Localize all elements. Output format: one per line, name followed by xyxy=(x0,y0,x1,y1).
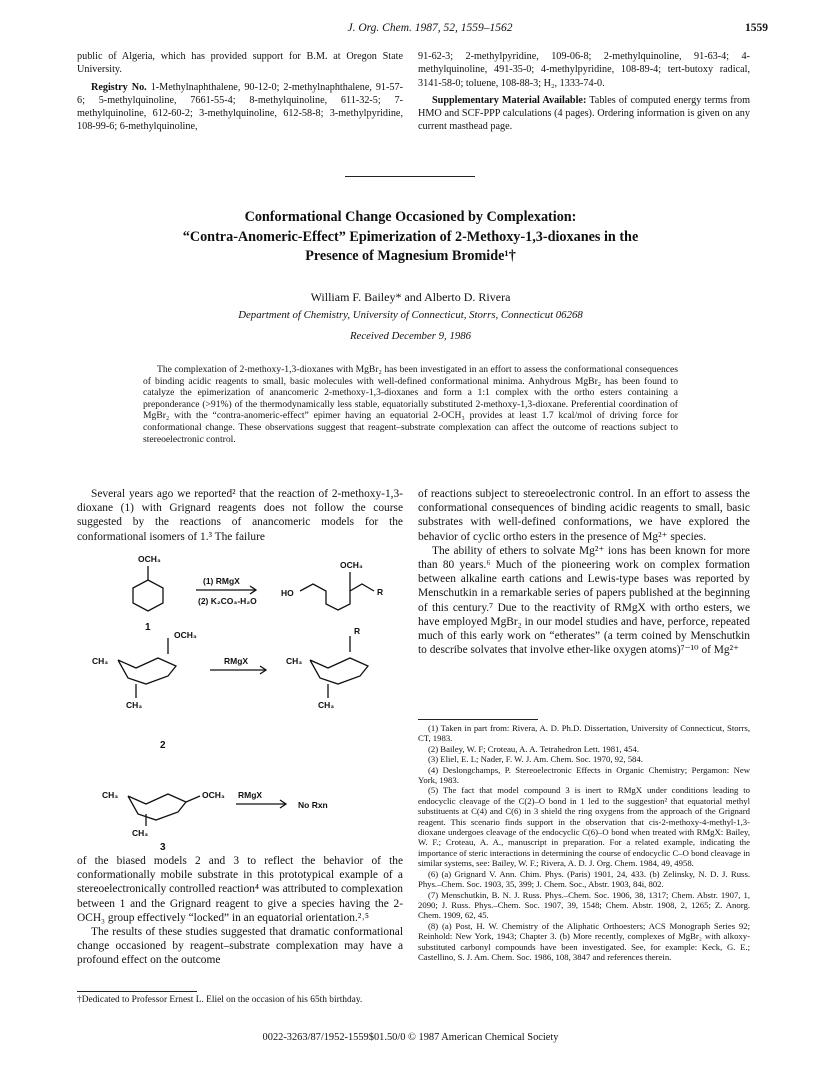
reference-item: (8) (a) Post, H. W. Chemistry of the Aliphatic Orthoesters; ACS Monograph Series 92; Reinhold: New York, 1943; Chapter 3. (b) More recently, complexes of MgBr₂ with alkoxy-substituted carbonyl compounds have been investigated. See, for example: Keck, G. E.; Castellino, S. J. Am. Chem. Soc. 1986, 108, 3847 and references therein. xyxy=(418,920,750,962)
article-title xyxy=(0,208,821,267)
running-header xyxy=(0,22,821,42)
r3-methoxy-label: OCH₃ xyxy=(202,790,225,800)
compound-3-label: 3 xyxy=(160,842,166,853)
left-column-continued xyxy=(77,854,403,968)
reference-item: (5) The fact that model compound 3 is inert to RMgX under conditions leading to endocyclic cleavage of the C(2)–O bond in 1 led to the suggestion² that equatorial methyl substituents at C(4) and C(6) in 3 shield the ring oxygens from the approach of the Grignard reagent. This scenario finds support in the observation that cis-2-methoxy-4-methyl-1,3-dioxane undergoes cleavage of the endocyclic C(6)–O bond when treated with RMgX: Bailey, W. F.; Croteau, A. A., manuscript in preparation. For a related example, indicating the importance of steric interactions in determining the course of endocyclic C–O bond cleavage in similar systems, see: Bailey, W. F.; Rivera, A. D. J. Org. Chem. 1984, 49, 4958. xyxy=(418,785,750,869)
biased-models-paragraph: of the biased models 2 and 3 to reflect the behavior of the conformationally mobile substrate in this prototypical example of a stereoelectronically controlled reaction⁴ was attributed to complexation between 1 and the Grignard reagent to give a species having the 2-OCH₃ group effectively “locked” in an equatorial orientation.²˒⁵ xyxy=(77,855,403,924)
acknowledgment-tail: public of Algeria, which has provided support for B.M. at Oregon State University. xyxy=(77,51,403,76)
dioxane-ring-1 xyxy=(133,580,163,611)
r3-methyl-a: CH₃ xyxy=(102,790,119,800)
dedication-footnote: †Dedicated to Professor Ernest L. Eliel on the occasion of his 65th birthday. xyxy=(77,995,363,1005)
intro-paragraph: Several years ago we reported² that the reaction of 2-methoxy-1,3-dioxane (1) with Grignard reagents does not follow the course suggested by the reactions of anancomeric models for the conformational isomers of 1.³ The failure xyxy=(77,488,403,543)
r1-reagent-step1: (1) RMgX xyxy=(203,576,240,586)
registry-continued: 91-62-3; 2-methylpyridine, 109-06-8; 2-methylquinoline, 91-63-4; 4-methylquinoline, 491-35-0; 4-methylpyridine, 108-89-4; tert-butoxy radical, 3141-58-0; toluene, 108-88-3; H₂, 1333-74-0. xyxy=(418,51,750,89)
affiliation: Department of Chemistry, University of Connecticut, Storrs, Connecticut 06268 xyxy=(238,309,583,321)
supplementary-text: Tables of computed energy terms from HMO and SCF-PPP calculations (4 pages). Ordering information is given on any current masthead page. xyxy=(418,94,750,133)
r3-reagent: RMgX xyxy=(238,790,263,800)
reference-item: (6) (a) Grignard V. Ann. Chim. Phys. (Paris) 1901, 24, 433. (b) Zelinsky, N. D. J. Russ. Phys.–Chem. Soc. 1903, 35, 399; J. Chem. Soc., Abstr. 1903, 84i, 802. xyxy=(418,868,750,890)
references xyxy=(418,723,750,962)
right-paragraph-1: of reactions subject to stereoelectronic control. In an effort to assess the conformational consequences of binding acidic reagents to small, basic substrates with well-defined conformations, we have explored the behavior of cyclic ortho esters in the presence of Mg²⁺ species. xyxy=(418,488,750,543)
r2-r-group: R xyxy=(354,626,361,636)
right-paragraph-2: The ability of ethers to solvate Mg²⁺ ions has been known for more than 80 years.⁶ Much of the pioneering work on complex formation between alkaline earth cations and Lewis-type bases was reported by Menschutkin in a remarkable series of papers published at the beginning of this century.⁷ Due to the reactivity of RMgX with ortho esters, we have employed MgBr₂ in our model studies and have, perforce, repeated much of this early work on “etherates” (a term coined by Menschutkin to describe solvates that involve ether-like oxygen atoms)⁷⁻¹⁰ of Mg²⁺ xyxy=(418,544,750,657)
compound-2-label: 2 xyxy=(160,740,166,751)
abstract: The complexation of 2-methoxy-1,3-dioxanes with MgBr₂ has been investigated in an effort to assess the conformational consequences of binding acidic reagents to small, basic molecules with well-defined conformational minima. Anhydrous MgBr₂ has been found to catalyze the epimerization of anancomeric 2-methoxy-1,3-dioxanes and form a 1:1 complex with the ortho esters containing a preponderance (>91%) of the thermodynamically less stable, equatorially substituted 2-methoxy-1,3-dioxane. Preferential coordination of MgBr₂ with the “contra-anomeric-effect” epimer having an equatorial 2-OCH₃ provides at least 1.7 kcal/mol of driving force for conformational change. These observations suggest that reagent–substrate complexation can affect the outcome of reactions subject to stereoelectronic control. xyxy=(143,364,678,445)
copyright-line: 0022-3263/87/1952-1559$01.50/0 © 1987 American Chemical Society xyxy=(262,1032,559,1043)
article-divider xyxy=(345,176,475,177)
r2-methyl-a: CH₃ xyxy=(92,656,109,666)
r3-methyl-b: CH₃ xyxy=(132,828,149,838)
right-column-body xyxy=(418,487,750,657)
title-line-2: “Contra-Anomeric-Effect” Epimerization of 2-Methoxy-1,3-dioxanes in the xyxy=(182,228,639,245)
r2-methyl-c: CH₃ xyxy=(286,656,303,666)
page-number: 1559 xyxy=(745,22,768,34)
supplementary-label: Supplementary Material Available: xyxy=(432,94,587,106)
registry-label: Registry No. xyxy=(91,81,147,93)
r2-reagent: RMgX xyxy=(224,656,249,666)
reference-item: (1) Taken in part from: Rivera, A. D. Ph.D. Dissertation, University of Connecticut, Storrs, CT, 1983. xyxy=(418,723,750,744)
r1-reagent-step2: (2) K₂CO₃-H₂O xyxy=(198,596,257,606)
registry-numbers xyxy=(77,81,403,134)
r1-hydroxyl-label: HO xyxy=(281,588,294,598)
footnote-rule xyxy=(77,991,197,992)
previous-article-right xyxy=(418,50,750,138)
r2-methyl-b: CH₃ xyxy=(126,700,143,710)
left-column-intro xyxy=(77,487,403,544)
r3-product: No Rxn xyxy=(298,800,328,810)
received-date: Received December 9, 1986 xyxy=(349,330,472,342)
authors: William F. Bailey* and Alberto D. Rivera xyxy=(310,290,511,304)
r1-product-methoxy: OCH₃ xyxy=(340,560,363,570)
results-paragraph: The results of these studies suggested that dramatic conformational change occasioned by reagent–substrate complexation may have a profound effect on the outcome xyxy=(77,926,403,967)
r1-methoxy-label: OCH₃ xyxy=(138,554,161,564)
supplementary-material xyxy=(418,94,750,134)
references-rule xyxy=(418,719,538,720)
previous-article-left xyxy=(77,50,403,138)
compound-1-label: 1 xyxy=(145,622,151,633)
title-line-1: Conformational Change Occasioned by Complexation: xyxy=(244,209,577,225)
journal-citation: J. Org. Chem. 1987, 52, 1559–1562 xyxy=(347,22,513,34)
reference-item: (4) Deslongchamps, P. Stereoelectronic Effects in Organic Chemistry; Pergamon: New York, 1983. xyxy=(418,764,750,786)
r1-r-group: R xyxy=(377,587,384,597)
r2-methoxy-label: OCH₃ xyxy=(174,630,197,640)
title-line-3: Presence of Magnesium Bromide¹† xyxy=(305,248,516,264)
reference-item: (2) Bailey, W. F; Croteau, A. A. Tetrahedron Lett. 1981, 454. xyxy=(428,743,639,754)
reference-item: (3) Eliel, E. L; Nader, F. W. J. Am. Chem. Soc. 1970, 92, 584. xyxy=(428,754,643,765)
reaction-scheme xyxy=(88,548,388,853)
registry-text: 1-Methylnaphthalene, 90-12-0; 2-methylnaphthalene, 91-57-6; 5-methylquinoline, 7661-55-4; 8-methylquinoline, 611-32-5; 7-methylquinoline, 612-60-2; 3-methylquinoline, 612-58-8; 3-methylpyridine, 108-99-6; 6-methylquinoline, xyxy=(77,81,404,133)
reference-item: (7) Menschutkin, B. N. J. Russ. Phys.–Chem. Soc. 1906, 38, 1317; Chem. Abstr. 1907, 1, 2090; J. Russ. Phys.–Chem. Soc. 1907, 39, 1548; Chem. Abstr. 1908, 2, 1265; Z. Anorg. Chem. 1909, 62, 45. xyxy=(418,889,750,921)
r2-methyl-d: CH₃ xyxy=(318,700,335,710)
